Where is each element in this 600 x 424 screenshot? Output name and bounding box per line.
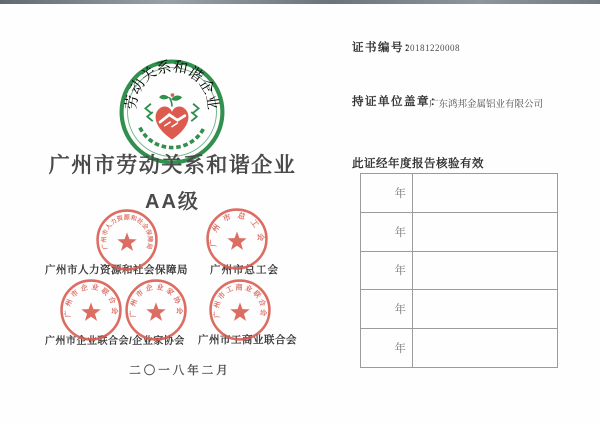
svg-text:广州市人力资源和社会保障局: 广州市人力资源和社会保障局 xyxy=(100,214,154,251)
sprout-icon xyxy=(159,93,182,106)
svg-text:广州市企业家协会: 广州市企业家协会 xyxy=(129,283,183,318)
certificate-grade: AA级 xyxy=(145,191,200,213)
cert-number-value: 20181220008 xyxy=(405,43,460,53)
cert-number-label: 证书编号： xyxy=(352,42,417,54)
record-cell xyxy=(413,329,557,367)
issuer-label-enterprise-federation: 广州市企业联合会/企业家协会 xyxy=(45,336,185,347)
star-icon xyxy=(227,231,246,249)
issuer-label-industry-commerce: 广州市工商业联合会 xyxy=(198,334,297,346)
table-row xyxy=(361,174,557,213)
svg-text:广州市企业联合会: 广州市企业联合会 xyxy=(64,283,118,318)
issue-date: 二〇一八年二月 xyxy=(129,365,231,377)
table-row xyxy=(361,290,557,329)
record-cell xyxy=(413,174,557,212)
logo-arc-text: 劳动关系和谐企业 xyxy=(123,59,221,111)
star-icon xyxy=(230,302,249,320)
year-cell: 年 xyxy=(361,290,413,328)
holder-stamp-label: 持证单位盖章： xyxy=(352,96,443,108)
table-row xyxy=(361,329,557,367)
record-cell xyxy=(413,252,557,290)
holder-company-name: 广东鸿邦金属铝业有限公司 xyxy=(429,100,544,110)
verification-note: 此证经年度报告核验有效 xyxy=(352,158,484,170)
seal-entrepreneurs-association xyxy=(124,278,188,342)
certificate-title: 广州市劳动关系和谐企业 xyxy=(48,154,297,177)
scan-top-edge xyxy=(0,0,600,4)
table-row xyxy=(361,252,557,291)
record-cell xyxy=(413,213,557,251)
year-cell: 年 xyxy=(361,252,413,290)
year-cell: 年 xyxy=(361,329,413,367)
annual-verification-table xyxy=(360,173,558,368)
year-cell: 年 xyxy=(361,174,413,212)
star-icon xyxy=(117,232,136,250)
heart-handshake-icon xyxy=(156,107,189,140)
seal-hrss xyxy=(95,208,159,272)
star-icon xyxy=(146,302,165,320)
year-cell: 年 xyxy=(361,213,413,251)
record-cell xyxy=(413,290,557,328)
star-icon xyxy=(81,302,100,320)
issuer-label-trade-union: 广州市总工会 xyxy=(210,264,279,276)
svg-text:广州市总工会: 广州市总工会 xyxy=(208,210,266,247)
seal-trade-union xyxy=(205,207,269,271)
seal-industry-commerce xyxy=(208,278,272,342)
seal-enterprise-federation xyxy=(59,278,123,342)
issuer-label-hrss: 广州市人力资源和社会保障局 xyxy=(45,264,188,276)
table-row xyxy=(361,213,557,252)
svg-text:广州市工商业联合会: 广州市工商业联合会 xyxy=(213,284,267,319)
